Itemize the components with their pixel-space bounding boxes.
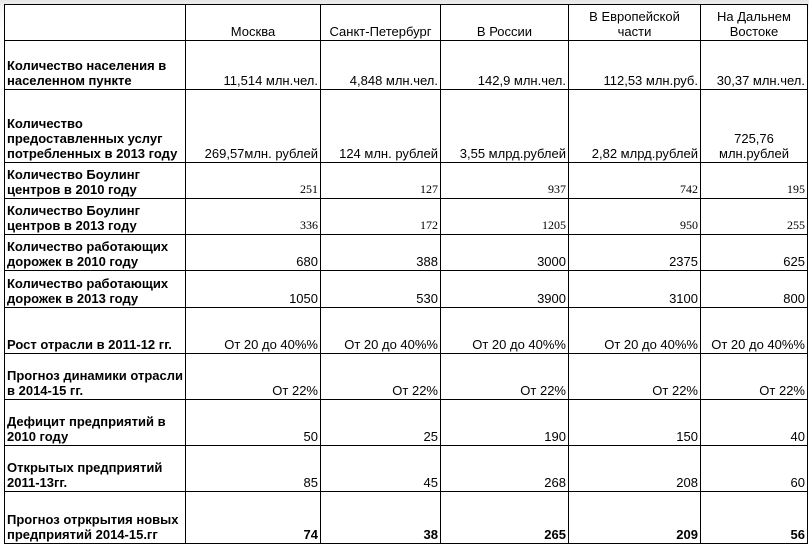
table-row bbox=[5, 354, 808, 400]
table-row bbox=[5, 308, 808, 354]
table-cell: 2375 bbox=[569, 235, 701, 271]
table-cell: 336 bbox=[186, 199, 321, 235]
header-europe: В Европейской части bbox=[569, 5, 701, 41]
table-cell: 680 bbox=[186, 235, 321, 271]
table-row bbox=[5, 199, 808, 235]
table-cell: 3900 bbox=[441, 271, 569, 308]
table-row bbox=[5, 492, 808, 544]
row-label: Прогноз динамики отрасли в 2014-15 гг. bbox=[5, 354, 186, 400]
table-cell: От 22% bbox=[701, 354, 808, 400]
table-cell: 40 bbox=[701, 400, 808, 446]
table-cell: 11,514 млн.чел. bbox=[186, 41, 321, 90]
table-cell: 172 bbox=[321, 199, 441, 235]
row-label: Рост отрасли в 2011-12 гг. bbox=[5, 308, 186, 354]
table-cell: 85 bbox=[186, 446, 321, 492]
table-cell: 388 bbox=[321, 235, 441, 271]
table-cell: 269,57млн. рублей bbox=[186, 90, 321, 163]
table-cell: 3,55 млрд.рублей bbox=[441, 90, 569, 163]
row-label: Прогноз отркрытия новых предприятий 2014-15.гг bbox=[5, 492, 186, 544]
table-cell: 195 bbox=[701, 163, 808, 199]
table-cell: 950 bbox=[569, 199, 701, 235]
table-row bbox=[5, 271, 808, 308]
table-cell: От 20 до 40%% bbox=[321, 308, 441, 354]
table-cell: 150 bbox=[569, 400, 701, 446]
table-cell: От 22% bbox=[569, 354, 701, 400]
table-cell: 742 bbox=[569, 163, 701, 199]
table-cell: От 20 до 40%% bbox=[701, 308, 808, 354]
row-label: Количество работающих дорожек в 2013 году bbox=[5, 271, 186, 308]
table-cell: 25 bbox=[321, 400, 441, 446]
table-cell: 3100 bbox=[569, 271, 701, 308]
table-cell: 209 bbox=[569, 492, 701, 544]
row-label: Количество предоставленных услуг потребленных в 2013 году bbox=[5, 90, 186, 163]
table-cell: 50 bbox=[186, 400, 321, 446]
table-cell: 30,37 млн.чел. bbox=[701, 41, 808, 90]
row-label: Количество населения в населенном пункте bbox=[5, 41, 186, 90]
table-cell: От 20 до 40%% bbox=[441, 308, 569, 354]
table-cell: От 22% bbox=[186, 354, 321, 400]
row-label: Количество работающих дорожек в 2010 году bbox=[5, 235, 186, 271]
row-label: Количество Боулинг центров в 2010 году bbox=[5, 163, 186, 199]
table-row bbox=[5, 400, 808, 446]
table-cell: 625 bbox=[701, 235, 808, 271]
table-cell: 251 bbox=[186, 163, 321, 199]
table-cell: От 20 до 40%% bbox=[186, 308, 321, 354]
table-cell: 60 bbox=[701, 446, 808, 492]
table-cell: 255 bbox=[701, 199, 808, 235]
table-cell: 2,82 млрд.рублей bbox=[569, 90, 701, 163]
table-row bbox=[5, 163, 808, 199]
header-russia: В России bbox=[441, 5, 569, 41]
data-table bbox=[4, 4, 808, 544]
table-cell: От 22% bbox=[321, 354, 441, 400]
table-cell: 268 bbox=[441, 446, 569, 492]
table-cell: 38 bbox=[321, 492, 441, 544]
table-cell: 3000 bbox=[441, 235, 569, 271]
table-cell: 127 bbox=[321, 163, 441, 199]
table-cell: 74 bbox=[186, 492, 321, 544]
row-label: Открытых предприятий 2011-13гг. bbox=[5, 446, 186, 492]
table-cell: 530 bbox=[321, 271, 441, 308]
header-moscow: Москва bbox=[186, 5, 321, 41]
table-cell: 1050 bbox=[186, 271, 321, 308]
table-cell: 265 bbox=[441, 492, 569, 544]
row-label: Дефицит предприятий в 2010 году bbox=[5, 400, 186, 446]
table-cell: 45 bbox=[321, 446, 441, 492]
row-label: Количество Боулинг центров в 2013 году bbox=[5, 199, 186, 235]
table-cell: 800 bbox=[701, 271, 808, 308]
table-row bbox=[5, 41, 808, 90]
table-cell: От 20 до 40%% bbox=[569, 308, 701, 354]
header-spb: Санкт-Петербург bbox=[321, 5, 441, 41]
table-row bbox=[5, 235, 808, 271]
table-row bbox=[5, 90, 808, 163]
table-cell: 937 bbox=[441, 163, 569, 199]
table-cell: 208 bbox=[569, 446, 701, 492]
table-cell: 124 млн. рублей bbox=[321, 90, 441, 163]
table-cell: 725,76 млн.рублей bbox=[701, 90, 808, 163]
table-cell: От 22% bbox=[441, 354, 569, 400]
table-cell: 190 bbox=[441, 400, 569, 446]
table-row bbox=[5, 446, 808, 492]
header-far-east: На Дальнем Востоке bbox=[701, 5, 808, 41]
table-cell: 4,848 млн.чел. bbox=[321, 41, 441, 90]
table-cell: 112,53 млн.руб. bbox=[569, 41, 701, 90]
header-corner bbox=[5, 5, 186, 41]
table-cell: 142,9 млн.чел. bbox=[441, 41, 569, 90]
header-row bbox=[5, 5, 808, 41]
table-cell: 1205 bbox=[441, 199, 569, 235]
table-cell: 56 bbox=[701, 492, 808, 544]
